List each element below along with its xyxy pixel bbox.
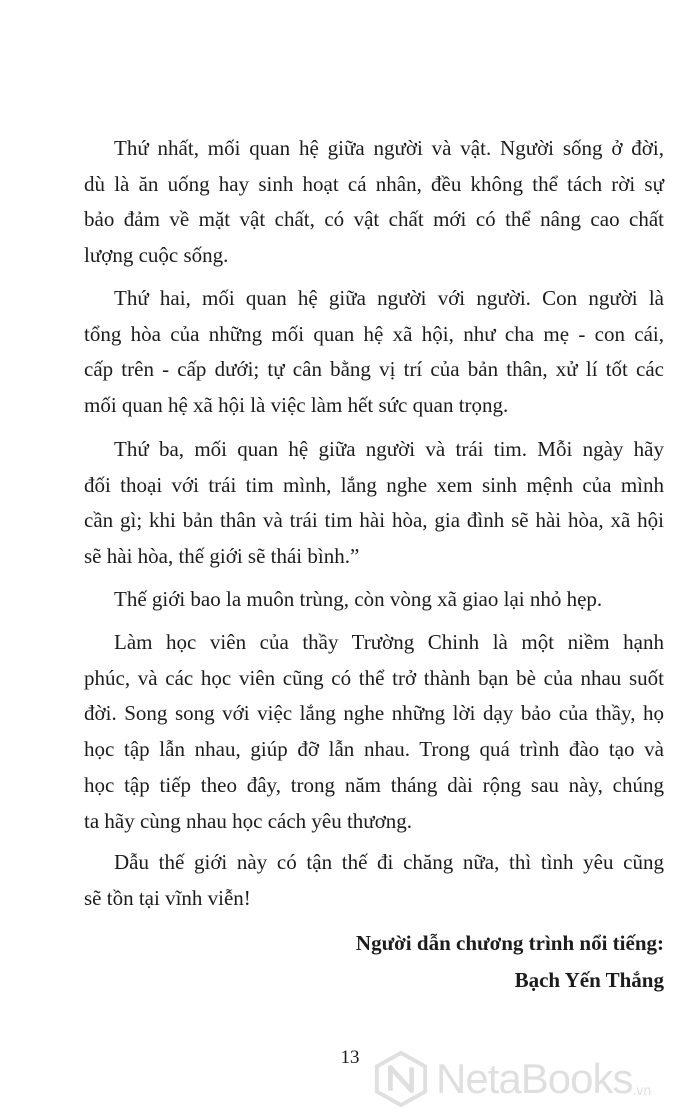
text-line: Thứ hai, mối quan hệ giữa người với người. Con người là	[114, 286, 664, 310]
text-line: học tập lẫn nhau, giúp đỡ lẫn nhau. Trong quá trình đào tạo và	[84, 737, 664, 762]
text-line: Dẫu thế giới này có tận thế đi chăng nữa, thì tình yêu cũng	[114, 850, 664, 874]
text-line: lượng cuộc sống.	[84, 243, 229, 268]
paragraph-1	[84, 131, 664, 274]
text-line: đời. Song song với việc lắng nghe những lời dạy bảo của thầy, họ	[84, 701, 664, 726]
signature-name: Bạch Yến Thắng	[514, 968, 664, 992]
paragraph-6	[84, 845, 664, 916]
text-line: cấp trên - cấp dưới; tự cân bằng vị trí của bản thân, xử lí tốt các	[84, 357, 664, 382]
watermark	[372, 1046, 692, 1112]
text-line: cần gì; khi bản thân và trái tim hài hòa, gia đình sẽ hài hòa, xã hội	[84, 508, 664, 533]
text-line: học tập tiếp theo đây, trong năm tháng dài rộng sau này, chúng	[84, 772, 664, 797]
text-line: Thế giới bao la muôn trùng, còn vòng xã giao lại nhỏ hẹp.	[114, 587, 603, 611]
watermark-text: NetaBooks	[436, 1055, 633, 1102]
netabooks-logo-icon	[372, 1050, 430, 1108]
text-line: phúc, và các học viên cũng có thể trở thành bạn bè của nhau suốt	[84, 665, 664, 690]
paragraph-5	[84, 625, 664, 839]
text-line: tổng hòa của những mối quan hệ xã hội, như cha mẹ - con cái,	[84, 321, 664, 346]
text-line: đối thoại với trái tim mình, lắng nghe xem sinh mệnh của mình	[84, 472, 664, 497]
text-line: sẽ tồn tại vĩnh viễn!	[84, 885, 251, 910]
text-line: ta hãy cùng nhau học cách yêu thương.	[84, 808, 413, 833]
text-line: Thứ nhất, mối quan hệ giữa người và vật. Người sống ở đời,	[114, 136, 664, 160]
page-number: 13	[340, 1047, 360, 1068]
text-line: Thứ ba, mối quan hệ giữa người và trái tim. Mỗi ngày hãy	[114, 437, 664, 461]
text-line: sẽ hài hòa, thế giới sẽ thái bình.”	[84, 544, 360, 569]
text-line: dù là ăn uống hay sinh hoạt cá nhân, đều không thể tách rời sự	[84, 171, 664, 196]
paragraph-3	[84, 432, 664, 575]
paragraph-2	[84, 281, 664, 424]
text-line: Làm học viên của thầy Trường Chinh là một niềm hạnh	[114, 630, 664, 654]
paragraph-4	[114, 582, 664, 618]
signature-title: Người dẫn chương trình nổi tiếng:	[355, 931, 664, 955]
text-line: bảo đảm về mặt vật chất, có vật chất mới có thể nâng cao chất	[84, 207, 664, 232]
text-line: mối quan hệ xã hội là việc làm hết sức quan trọng.	[84, 393, 509, 418]
watermark-suffix: .vn	[632, 1082, 652, 1098]
